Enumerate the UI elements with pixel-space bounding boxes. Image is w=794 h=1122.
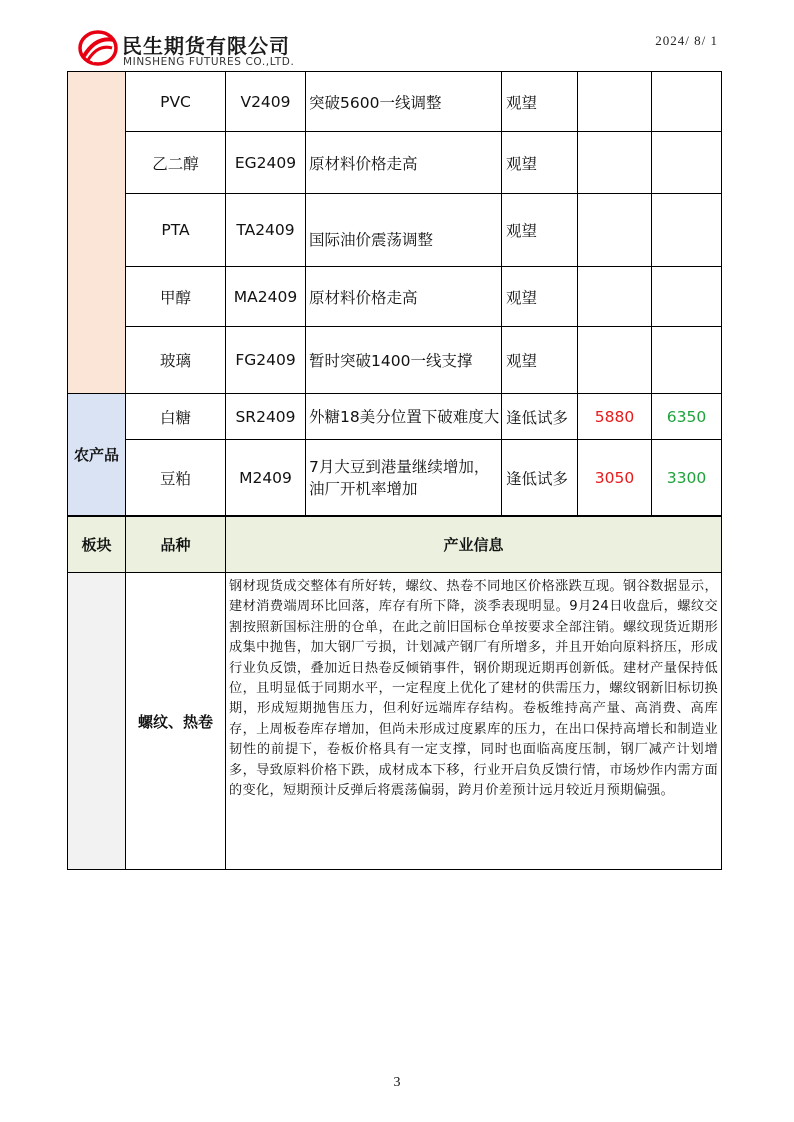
resistance-level <box>652 267 722 327</box>
header-sector: 板块 <box>68 517 126 573</box>
strategy-action: 逢低试多 <box>502 394 578 440</box>
table-row <box>68 440 722 516</box>
market-view: 原材料价格走高 <box>306 132 502 194</box>
market-view: 原材料价格走高 <box>306 267 502 327</box>
contract-code: MA2409 <box>226 267 306 327</box>
support-level <box>578 267 652 327</box>
market-view: 外糖18美分位置下破难度大 <box>306 394 502 440</box>
sector-cell <box>68 573 126 870</box>
market-view: 突破5600一线调整 <box>306 72 502 132</box>
variety-name: PVC <box>126 72 226 132</box>
strategy-table <box>67 71 722 516</box>
support-level: 3050 <box>578 440 652 516</box>
contract-code: V2409 <box>226 72 306 132</box>
contract-code: TA2409 <box>226 194 306 267</box>
contract-code: EG2409 <box>226 132 306 194</box>
resistance-level <box>652 132 722 194</box>
contract-code: FG2409 <box>226 327 306 394</box>
table-header-row <box>68 517 722 573</box>
strategy-action: 观望 <box>502 72 578 132</box>
resistance-level <box>652 194 722 267</box>
table-row <box>68 267 722 327</box>
sector-cell-agri: 农产品 <box>68 394 126 516</box>
support-level <box>578 194 652 267</box>
strategy-action: 观望 <box>502 267 578 327</box>
support-level <box>578 72 652 132</box>
market-view: 国际油价震荡调整 <box>306 194 502 267</box>
market-view: 7月大豆到港量继续增加，油厂开机率增加 <box>306 440 502 516</box>
variety-name: 白糖 <box>126 394 226 440</box>
resistance-level <box>652 72 722 132</box>
page-number: 3 <box>393 1075 401 1090</box>
resistance-level: 3300 <box>652 440 722 516</box>
table-row <box>68 327 722 394</box>
variety-name: 豆粕 <box>126 440 226 516</box>
header-info: 产业信息 <box>226 517 722 573</box>
strategy-action: 观望 <box>502 194 578 267</box>
sector-cell-chemical <box>68 72 126 394</box>
market-view: 暂时突破1400一线支撑 <box>306 327 502 394</box>
industry-info-table <box>67 516 722 870</box>
variety-name: 玻璃 <box>126 327 226 394</box>
table-row <box>68 194 722 267</box>
table-row <box>68 72 722 132</box>
strategy-action: 观望 <box>502 132 578 194</box>
table-row <box>68 132 722 194</box>
support-level <box>578 327 652 394</box>
report-date: 2024/ 8/ 1 <box>655 33 718 48</box>
variety-name: PTA <box>126 194 226 267</box>
contract-code: M2409 <box>226 440 306 516</box>
variety-name: 螺纹、热卷 <box>126 573 226 870</box>
company-name-en: MINSHENG FUTURES CO.,LTD. <box>123 56 295 68</box>
header-variety: 品种 <box>126 517 226 573</box>
minsheng-logo-icon <box>78 30 118 66</box>
strategy-action: 逢低试多 <box>502 440 578 516</box>
strategy-action: 观望 <box>502 327 578 394</box>
resistance-level: 6350 <box>652 394 722 440</box>
contract-code: SR2409 <box>226 394 306 440</box>
industry-info-text: 钢材现货成交整体有所好转，螺纹、热卷不同地区价格涨跌互现。钢谷数据显示，建材消费端周环比回落，库存有所下降，淡季表现明显。9月24日收盘后，螺纹交割按照新国标注册的仓单，在此之前旧国标仓单按要求全部注销。螺纹现货近期形成集中抛售，加大钢厂亏损，计划减产钢厂有所增多，并且开始向原料挤压，形成行业负反馈，叠加近日热卷反倾销事件，钢价期现近期再创新低。建材产量保持低位，且明显低于同期水平，一定程度上优化了建材的供需压力，螺纹钢新旧标切换期，形成短期抛售压力，但利好远端库存结构。卷板维持高产量、高消费、高库存，上周板卷库存增加，但尚未形成过度累库的压力，在出口保持高增长和制造业韧性的前提下，卷板价格具有一定支撑，同时也面临高度压制，钢厂减产计划增多，导致原料价格下跌，成材成本下移，行业开启负反馈行情，市场炒作内需方面的变化，短期预计反弹后将震荡偏弱，跨月价差预计远月较近月预期偏强。 <box>226 573 722 870</box>
table-row <box>68 394 722 440</box>
resistance-level <box>652 327 722 394</box>
support-level: 5880 <box>578 394 652 440</box>
variety-name: 甲醇 <box>126 267 226 327</box>
table-row <box>68 573 722 870</box>
company-name-cn: 民生期货有限公司 <box>122 34 290 58</box>
support-level <box>578 132 652 194</box>
variety-name: 乙二醇 <box>126 132 226 194</box>
